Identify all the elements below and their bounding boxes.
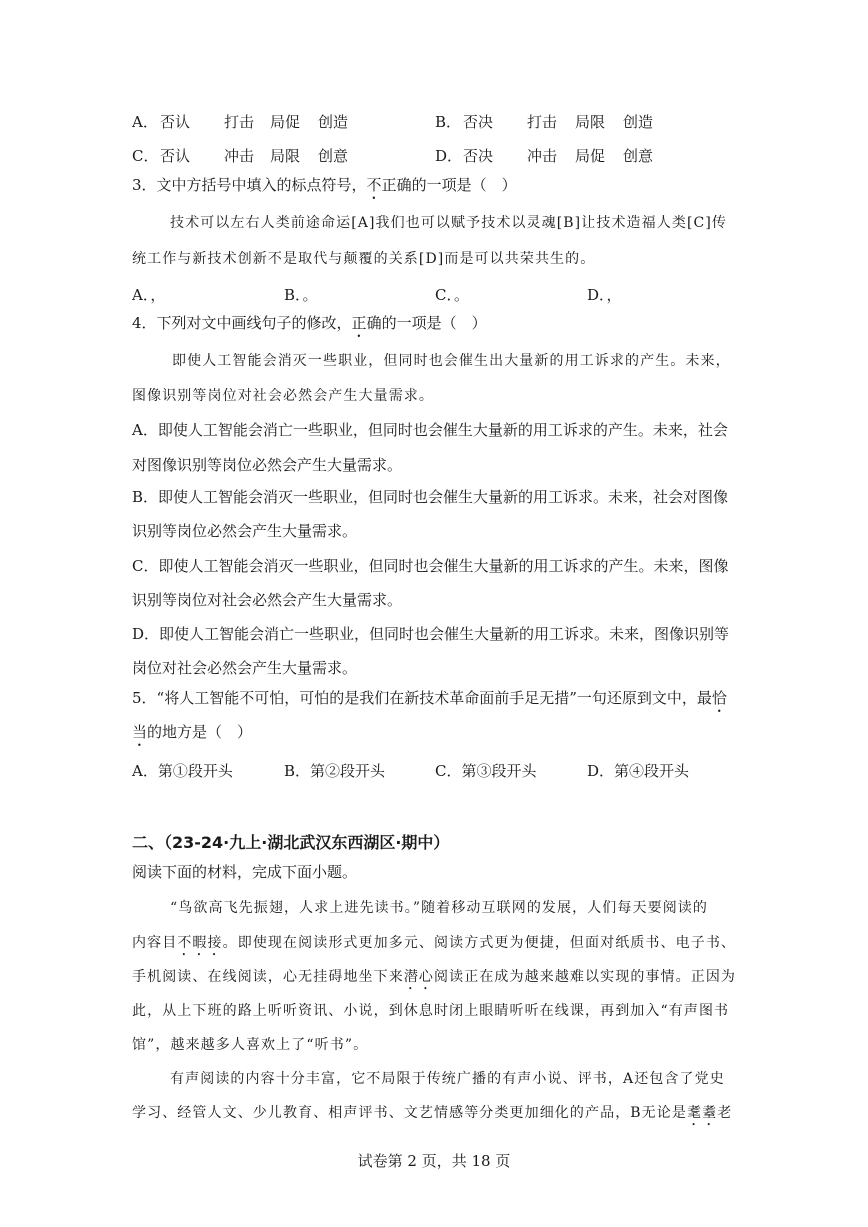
option-word: 局促 (575, 147, 606, 165)
section-instruction: 阅读下面的材料，完成下面小题。 (132, 863, 358, 881)
option-b (435, 112, 653, 132)
emphasis-text: 潜心 (403, 969, 435, 985)
question-4-option-d: D．即使人工智能会消亡一些职业，但同时也会催生大量新的用工诉求。未来，图像识别等 (132, 625, 730, 643)
question-4-option-b: 识别等岗位必然会产生大量需求。 (132, 522, 358, 540)
option-word: 创意 (318, 147, 349, 165)
paragraph-text: 内容目 (132, 935, 178, 951)
question-5-option: A．第①段开头 (132, 762, 233, 780)
option-word: 局限 (270, 147, 301, 165)
option-a (132, 112, 348, 132)
option-word: 否认 (160, 113, 191, 131)
option-word: 冲击 (527, 147, 558, 165)
stem-text: 4．下列对文中画线句子的修改， (132, 314, 352, 332)
paragraph-1-line: 此，从上下班的路上听听资讯、小说，到休息时闭上眼睛听听在线课，再到加入“有声图书 (132, 1003, 730, 1019)
option-word: 否决 (463, 147, 494, 165)
option-letter: B． (435, 113, 462, 131)
option-word: 局限 (575, 113, 606, 131)
question-5-stem (132, 688, 727, 716)
question-4-option-d: 岗位对社会必然会产生大量需求。 (132, 659, 358, 677)
option-word: 否决 (463, 113, 494, 131)
option-letter: C． (132, 147, 159, 165)
emphasis-text: 不暇接 (177, 935, 223, 951)
stem-text: 3．文中方括号中填入的标点符号， (132, 176, 367, 194)
emphasis-text: 不 (366, 176, 382, 194)
option-d (435, 146, 653, 166)
question-4-passage: 即使人工智能会消灭一些职业，但同时也会催生出大量新的用工诉求的产生。未来， (172, 353, 731, 369)
question-4-option-c: 识别等岗位对社会必然会产生大量需求。 (132, 591, 403, 609)
option-word: 打击 (224, 113, 255, 131)
paragraph-1-line (132, 933, 736, 959)
page-footer: 试卷第 2 页，共 18 页 (357, 1152, 511, 1170)
emphasis-text: 耄耋 (687, 1105, 718, 1121)
paragraph-text: 阅读正在成为越来越难以实现的事情。正因为 (434, 969, 737, 985)
option-word: 冲击 (224, 147, 255, 165)
stem-text: 确的一项是（ ） (366, 314, 487, 332)
question-4-option-a: A．即使人工智能会消亡一些职业，但同时也会催生大量新的用工诉求的产生。未来，社会 (132, 421, 728, 439)
question-5-option: D．第④段开头 (587, 762, 690, 780)
option-letter: A． (132, 113, 158, 131)
paragraph-2-line (132, 1103, 732, 1129)
question-5-stem (132, 722, 252, 750)
question-5-option: B．第②段开头 (284, 762, 386, 780)
paragraph-2-line: 有声阅读的内容十分丰富，它不局限于传统广播的有声小说、评书，A还包含了党史 (170, 1071, 725, 1087)
stem-text: 正确的一项是（ ） (381, 176, 517, 194)
option-word: 打击 (527, 113, 558, 131)
question-3-option: C．。 (435, 286, 469, 304)
question-4-option-a: 对图像识别等岗位必然会产生大量需求。 (132, 456, 403, 474)
question-4-option-c: C．即使人工智能会消灭一些职业，但同时也会催生大量新的用工诉求的产生。未来，图像 (132, 557, 729, 575)
emphasis-text: 恰 (711, 689, 727, 707)
paragraph-text: 手机阅读、在线阅读，心无挂碍地坐下来 (132, 969, 404, 985)
emphasis-text: 当 (132, 723, 148, 741)
option-c (132, 146, 348, 166)
question-4-passage: 图像识别等岗位对社会必然会产生大量需求。 (132, 388, 434, 404)
option-word: 局促 (270, 113, 301, 131)
question-3-option: A．， (132, 286, 166, 304)
question-3-passage: 技术可以左右人类前途命运[A]我们也可以赋予技术以灵魂[B]让技术造福人类[C]传 (170, 215, 727, 231)
option-word: 否认 (160, 147, 191, 165)
paragraph-1-line (132, 967, 736, 993)
question-3-stem (132, 175, 517, 203)
question-3-option: B．。 (284, 286, 318, 304)
question-4-option-b: B．即使人工智能会消灭一些职业，但同时也会催生大量新的用工诉求。未来，社会对图像 (132, 488, 729, 506)
question-3-option: D．， (587, 286, 622, 304)
stem-text: 的地方是（ ） (147, 723, 253, 741)
option-word: 创意 (623, 147, 654, 165)
paragraph-1-line: “鸟欲高飞先振翅，人求上进先读书。”随着移动互联网的发展，人们每天要阅读的 (170, 900, 709, 916)
paragraph-text: 。即使现在阅读形式更加多元、阅读方式更为便捷，但面对纸质书、电子书、 (222, 935, 737, 951)
option-letter: D． (435, 147, 463, 165)
question-5-option: C．第③段开头 (435, 762, 537, 780)
option-word: 创造 (623, 113, 654, 131)
paragraph-1-line: 馆”，越来越多人喜欢上了“听书”。 (132, 1037, 369, 1053)
question-3-passage: 统工作与新技术创新不是取代与颠覆的关系[D]而是可以共荣共生的。 (132, 251, 596, 267)
paragraph-text: 老 (717, 1105, 733, 1121)
question-4-stem (132, 313, 487, 341)
paragraph-text: 学习、经管人文、少儿教育、相声评书、文艺情感等分类更加细化的产品，B无论是 (132, 1105, 687, 1121)
section-heading: 二、（23-24·九上·湖北武汉东西湖区·期中） (132, 833, 450, 852)
stem-text: 5．“将人工智能不可怕，可怕的是我们在新技术革命面前手足无措”一句还原到文中，最 (132, 689, 712, 707)
emphasis-text: 正 (351, 314, 367, 332)
option-word: 创造 (318, 113, 349, 131)
